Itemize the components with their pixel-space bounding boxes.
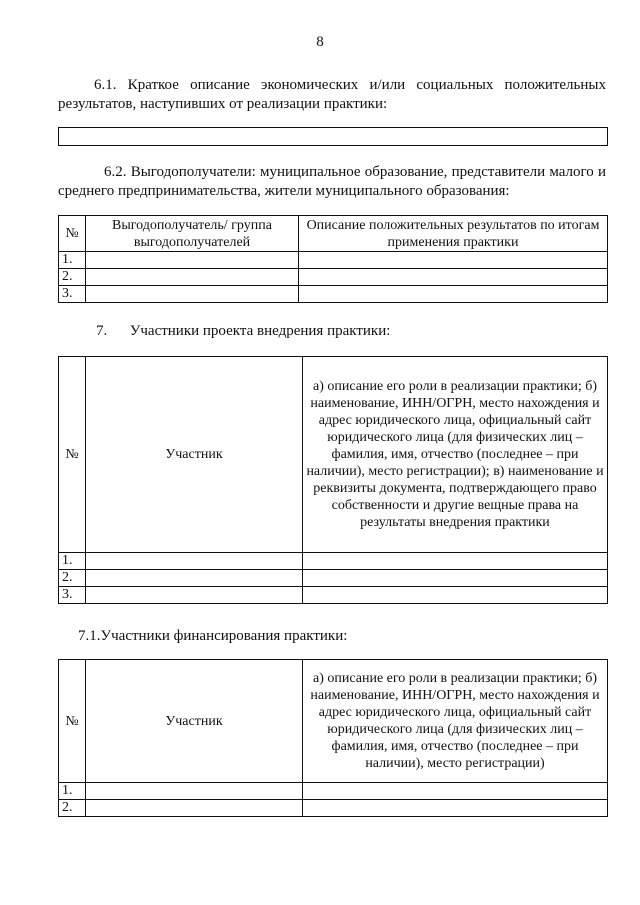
- col-header-description: а) описание его роли в реализации практики; б) наименование, ИНН/ОГРН, место нахождения и адрес юридического лица, официальный сайт юридического лица (для физических лиц – фамилия, имя, отчество (последнее – при наличии), место регистрации): [303, 660, 608, 783]
- col-header-description: а) описание его роли в реализации практики; б) наименование, ИНН/ОГРН, место нахождения и адрес юридического лица, официальный сайт юридического лица (для физических лиц – фамилия, имя, отчество (последнее – при наличии), место регистрации); в) наименование и реквизиты документа, подтверждающего право собственности и другие вещные права на результаты внедрения практики: [303, 357, 608, 553]
- table-cell[interactable]: [86, 553, 303, 570]
- table-row: [59, 269, 608, 286]
- table-row: [59, 800, 608, 817]
- row-number: 2.: [59, 570, 86, 587]
- row-number: 3.: [59, 587, 86, 604]
- table-cell[interactable]: [86, 783, 303, 800]
- row-number: 2.: [59, 269, 86, 286]
- table-cell[interactable]: [86, 252, 299, 269]
- col-header-participant: Участник: [86, 660, 303, 783]
- table-row: [59, 286, 608, 303]
- table-cell[interactable]: [303, 587, 608, 604]
- table-row: [59, 252, 608, 269]
- table-row: [59, 553, 608, 570]
- row-number: 3.: [59, 286, 86, 303]
- project-participants-table: [58, 356, 608, 604]
- table-cell[interactable]: [303, 570, 608, 587]
- section-6-1-answer-box[interactable]: [58, 127, 608, 146]
- table-row: [59, 783, 608, 800]
- table-row: [59, 570, 608, 587]
- col-header-num: №: [59, 357, 86, 553]
- table-cell[interactable]: [86, 570, 303, 587]
- col-header-description: Описание положительных результатов по итогам применения практики: [299, 216, 608, 252]
- table-cell[interactable]: [303, 800, 608, 817]
- section-7-1-title: 7.1.Участники финансирования практики:: [78, 628, 348, 644]
- table-cell[interactable]: [86, 269, 299, 286]
- beneficiaries-table: [58, 215, 608, 303]
- table-cell[interactable]: [303, 783, 608, 800]
- table-cell[interactable]: [299, 286, 608, 303]
- table-cell[interactable]: [86, 286, 299, 303]
- page-number: 8: [316, 34, 324, 50]
- col-header-num: №: [59, 660, 86, 783]
- financing-participants-table: [58, 659, 608, 817]
- row-number: 2.: [59, 800, 86, 817]
- table-cell[interactable]: [86, 587, 303, 604]
- table-cell[interactable]: [303, 553, 608, 570]
- col-header-num: №: [59, 216, 86, 252]
- section-7-title: 7. Участники проекта внедрения практики:: [96, 323, 391, 339]
- table-cell[interactable]: [86, 800, 303, 817]
- table-row: [59, 587, 608, 604]
- row-number: 1.: [59, 553, 86, 570]
- row-number: 1.: [59, 252, 86, 269]
- section-6-1-text: 6.1. Краткое описание экономических и/или социальных положительных результатов, наступивших от реализации практики:: [58, 77, 606, 112]
- section-6-2-text: 6.2. Выгодополучатели: муниципальное образование, представители малого и среднего предпринимательства, жители муниципального образования:: [58, 164, 606, 199]
- col-header-beneficiary: Выгодополучатель/ группа выгодополучателей: [86, 216, 299, 252]
- row-number: 1.: [59, 783, 86, 800]
- table-cell[interactable]: [299, 252, 608, 269]
- col-header-participant: Участник: [86, 357, 303, 553]
- table-cell[interactable]: [299, 269, 608, 286]
